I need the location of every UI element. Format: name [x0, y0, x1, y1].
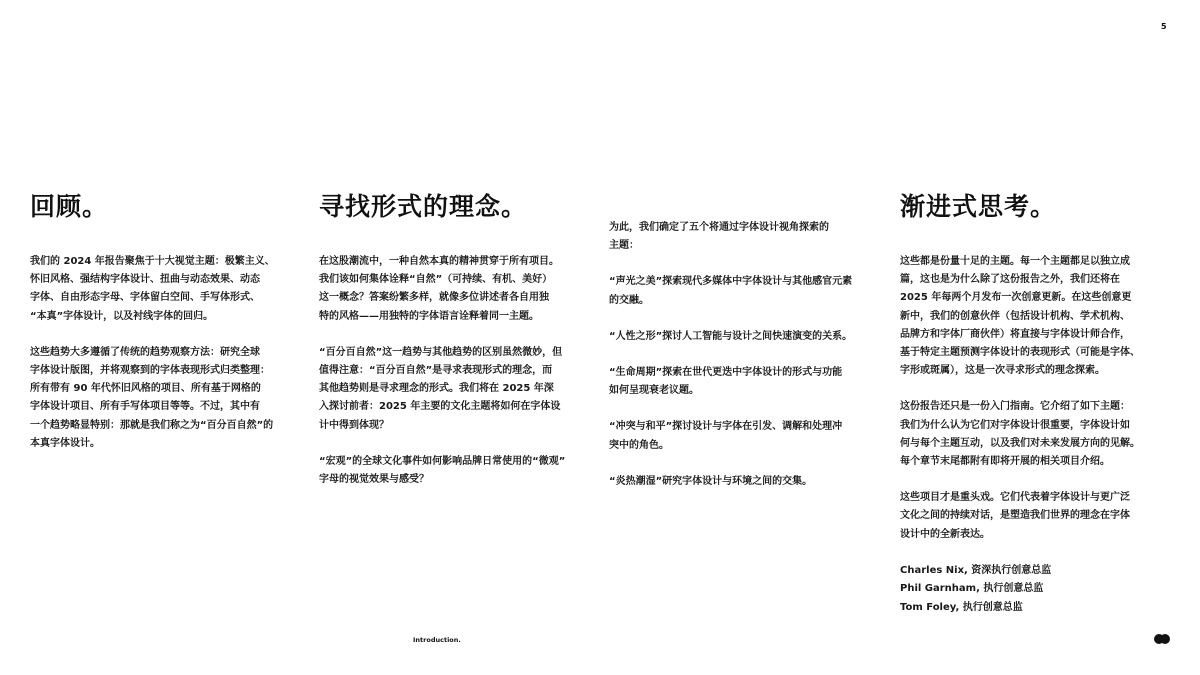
- text-line: 这些都是份量十足的主题。每一个主题都足以独立成: [900, 256, 1130, 267]
- text-line: 计中得到体现？: [319, 419, 389, 431]
- paragraph: [319, 453, 604, 489]
- paragraph: [609, 273, 894, 309]
- footer-section-label: Introduction.: [413, 636, 461, 644]
- text-line: 其他趋势则是寻求理念的形式。我们将在 2025 年深: [319, 383, 554, 395]
- column-retrospect: [30, 190, 315, 471]
- signatures: [900, 562, 1185, 618]
- text-line: 怀旧风格、强结构字体设计、扭曲与动态效果、动态: [30, 274, 260, 286]
- text-line: 篇，这也是为什么除了这份报告之外，我们还将在: [900, 274, 1120, 286]
- text-line: 如何呈现衰老议题。: [609, 385, 699, 397]
- column-seeking-form: [319, 190, 604, 507]
- paragraph: [609, 328, 894, 346]
- column-progressive-thinking: [900, 190, 1185, 635]
- text-line: 的交融。: [609, 294, 649, 306]
- text-line: 入探讨前者：2025 年主要的文化主题将如何在字体设: [319, 401, 561, 413]
- paragraph: [609, 473, 894, 491]
- paragraph: [30, 253, 315, 326]
- text-line: “声光之美”探索现代多媒体中字体设计与其他感官元素: [609, 276, 853, 288]
- text-line: 文化之间的持续对话，是塑造我们世界的理念在字体: [900, 510, 1130, 522]
- text-line: 基于特定主题预测字体设计的表现形式（可能是字体、: [900, 347, 1140, 359]
- text-line: 这些项目才是重头戏。它们代表着字体设计与更广泛: [900, 492, 1130, 504]
- paragraph: [319, 253, 604, 326]
- paragraph: [900, 398, 1185, 471]
- signature-line: Tom Foley, 执行创意总监: [900, 601, 1023, 613]
- text-line: 突中的角色。: [609, 439, 669, 451]
- paragraph: [900, 489, 1185, 544]
- text-line: “本真”字体设计，以及衬线字体的回归。: [30, 310, 214, 322]
- paragraph: [609, 219, 894, 255]
- text-line: 为此，我们确定了五个将通过字体设计视角探索的: [609, 222, 829, 233]
- text-line: 这一概念？答案纷繁多样，就像多位讲述者各自用独: [319, 292, 549, 304]
- text-line: 我们的 2024 年报告聚焦于十大视觉主题：极繁主义、: [30, 256, 275, 267]
- paragraph: [900, 253, 1185, 380]
- text-line: 值得注意：“百分百自然”是寻求表现形式的理念，而: [319, 365, 553, 377]
- column-heading: 回顾。: [30, 192, 109, 221]
- text-line: 一个趋势略显特别：那就是我们称之为“百分百自然”的: [30, 419, 274, 431]
- paragraph: [319, 344, 604, 435]
- paragraph: [609, 364, 894, 400]
- text-line: “生命周期”探索在世代更迭中字体设计的形式与功能: [609, 367, 843, 379]
- text-line: “宏观”的全球文化事件如何影响品牌日常使用的“微观”: [319, 455, 566, 467]
- column-heading: 寻找形式的理念。: [319, 192, 528, 221]
- text-line: 字母的视觉效果与感受？: [319, 474, 429, 486]
- page-number: 5: [1161, 22, 1167, 31]
- text-line: 特的风格——用独特的字体语言诠释着同一主题。: [319, 310, 539, 322]
- text-line: “人性之形”探讨人工智能与设计之间快速演变的关系。: [609, 330, 853, 342]
- text-line: 每个章节末尾都附有即将开展的相关项目介绍。: [900, 456, 1110, 468]
- text-line: 字体设计版图，并将观察到的字体表现形式归类整理：: [30, 365, 270, 377]
- text-line: 设计中的全新表达。: [900, 528, 990, 540]
- text-line: 字体设计项目、所有手写体项目等等。不过，其中有: [30, 401, 260, 413]
- signature-line: Charles Nix, 资深执行创意总监: [900, 564, 1052, 576]
- text-line: 品牌方和字体厂商伙伴）将直接与字体设计师合作，: [900, 328, 1130, 340]
- text-line: 我们为什么认为它们对字体设计很重要，字体设计如: [900, 419, 1130, 431]
- text-line: 在这股潮流中，一种自然本真的精神贯穿于所有项目。: [319, 256, 559, 267]
- text-line: 这份报告还只是一份入门指南。它介绍了如下主题：: [900, 401, 1130, 413]
- text-line: 所有带有 90 年代怀旧风格的项目、所有基于网格的: [30, 383, 261, 395]
- paragraph: [609, 418, 894, 454]
- text-line: 字体、自由形态字母、字体留白空间、手写体形式、: [30, 292, 260, 304]
- text-line: 字形或斑属），这是一次寻求形式的理念探索。: [900, 365, 1105, 377]
- text-line: 我们该如何集体诠释“自然”（可持续、有机、美好）: [319, 274, 553, 286]
- text-line: “冲突与和平”探讨设计与字体在引发、调解和处理冲: [609, 421, 843, 433]
- text-line: 主题：: [609, 240, 639, 252]
- text-line: “炎热潮湿”研究字体设计与环境之间的交集。: [609, 475, 813, 487]
- text-line: 2025 年每两个月发布一次创意更新。在这些创意更: [900, 292, 1132, 304]
- column-themes: [609, 190, 894, 509]
- text-line: 新中，我们的创意伙伴（包括设计机构、学术机构、: [900, 310, 1130, 322]
- paragraph: [30, 344, 315, 453]
- text-line: 本真字体设计。: [30, 437, 100, 449]
- text-line: 这些趋势大多遵循了传统的趋势观察方法：研究全球: [30, 346, 260, 358]
- signature-line: Phil Garnham, 执行创意总监: [900, 583, 1044, 595]
- column-heading: 渐进式思考。: [900, 192, 1057, 221]
- brand-logo-icon: [1154, 634, 1170, 644]
- text-line: “百分百自然”这一趋势与其他趋势的区别虽然微妙，但: [319, 346, 563, 358]
- text-line: 何与每个主题互动，以及我们对未来发展方向的见解。: [900, 437, 1140, 449]
